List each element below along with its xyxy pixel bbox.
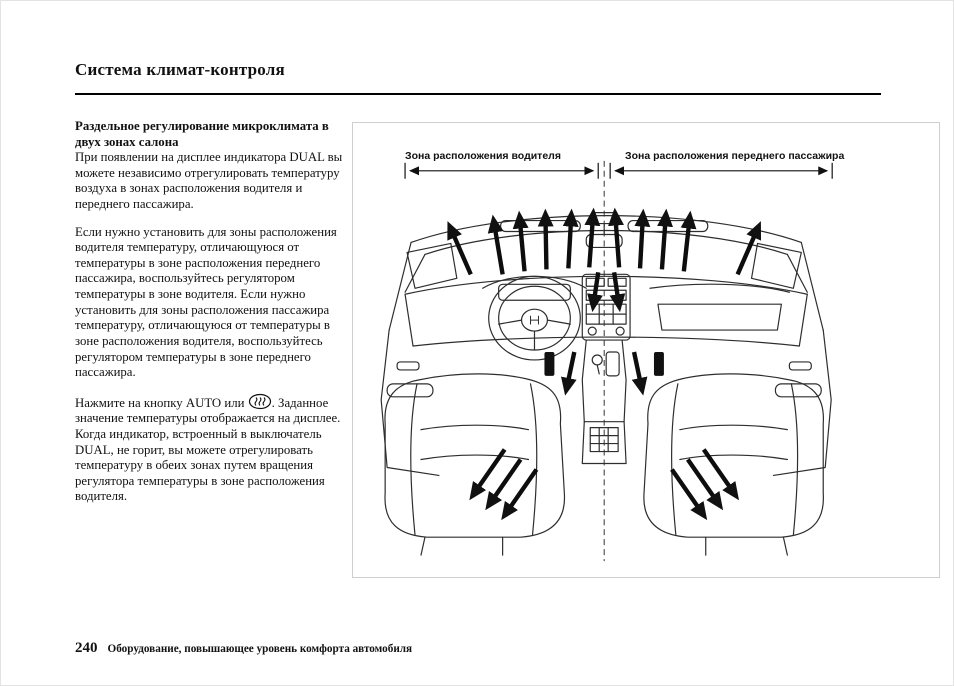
passenger-seat [644, 374, 824, 555]
page-footer [75, 640, 412, 657]
passenger-zone-label: Зона расположения переднего пассажира [625, 150, 845, 162]
paragraph-zone-temperature: Если нужно установить для зоны расположения водителя температуру, отличающуюся от температуры в зоне расположения переднего пассажира, воспользуйтесь регулятором температуры в зоне водителя. Если нужно установить для зоны расположения пассажира температуру, отличающуюся от температуры в зоне расположения водителя, воспользуйтесь регулятором температуры в зоне переднего пассажира. [75, 224, 337, 380]
paragraph-auto-button-text-after: . Заданное значение температуры отображается на дисплее. Когда индикатор, встроенный в выключатель DUAL, не горит, вы можете отрегулировать температуру в обеих зонах путем вращения регулятора температуры в зоне расположения водителя. [75, 395, 341, 504]
footer-page-number: 240 [75, 640, 98, 656]
paragraph-dual-indicator: При появлении на дисплее индикатора DUAL вы можете независимо отрегулировать температуру воздуха в зонах расположения водителя и переднего пассажира. [75, 150, 343, 212]
title-rule [75, 93, 881, 95]
zone-range-arrows [405, 163, 832, 179]
left-door [381, 330, 439, 475]
airflow-diagram-panel [352, 122, 940, 578]
section-heading: Раздельное регулирование микроклимата в двух зонах салона [75, 119, 329, 149]
article-text-column [75, 119, 345, 517]
page-title: Система климат-контроля [75, 60, 285, 79]
footer-chapter-title: Оборудование, повышающее уровень комфорта автомобиля [107, 643, 413, 655]
paragraph-auto-button-text-before: Нажмите на кнопку AUTO или [75, 395, 248, 410]
driver-zone-label: Зона расположения водителя [405, 150, 561, 162]
steering-wheel [489, 276, 581, 360]
paragraph-auto-button [75, 393, 345, 505]
car-interior-outline [381, 213, 831, 555]
windshield-defrost-icon [248, 393, 272, 410]
car-interior-airflow-illustration [353, 123, 939, 577]
right-door [773, 330, 831, 475]
center-stack [582, 274, 630, 340]
driver-seat [385, 374, 565, 555]
